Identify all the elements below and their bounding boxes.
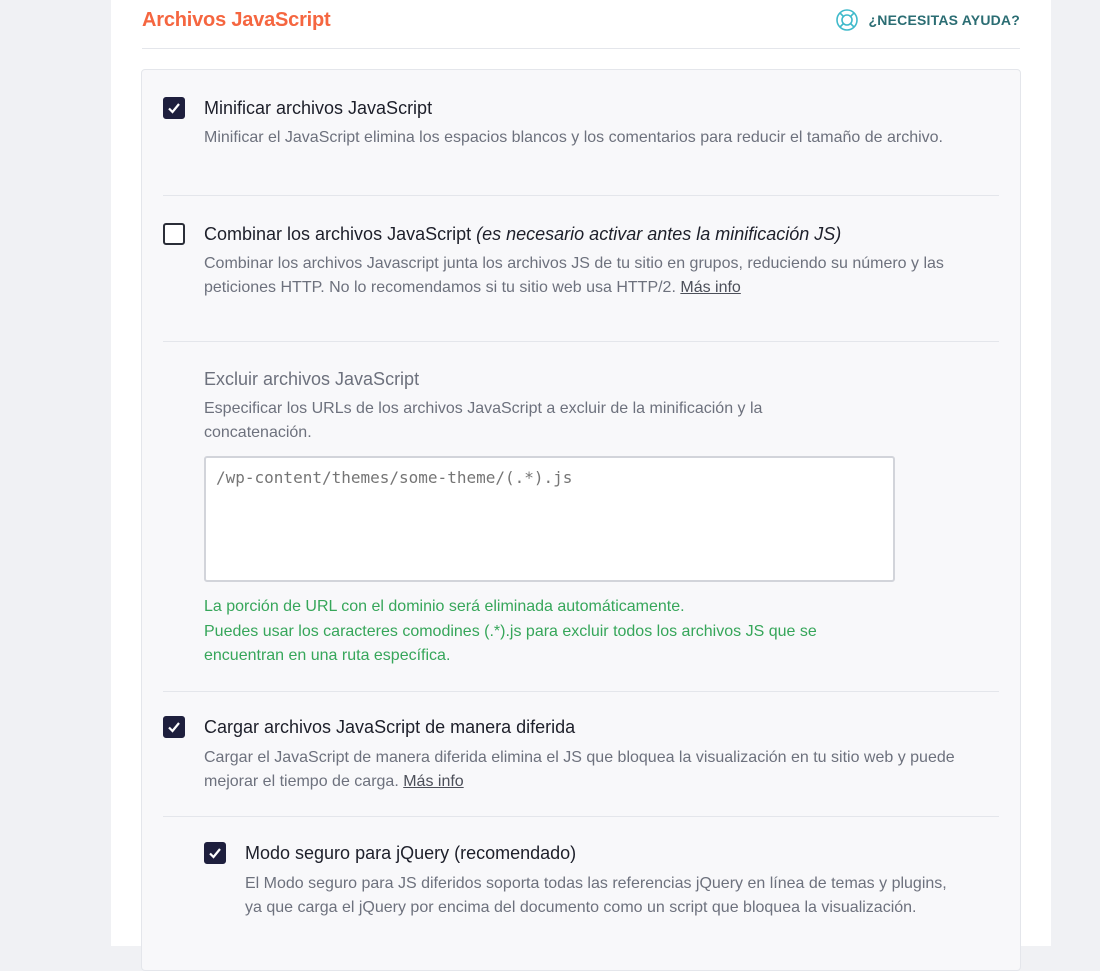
minify-js-label: Minificar archivos JavaScript xyxy=(204,98,433,118)
jquery-safe-mode-checkbox[interactable] xyxy=(204,842,226,864)
options-card xyxy=(141,69,1021,971)
exclude-js-description: Especificar los URLs de los archivos JavaScript a excluir de la minificación y la concatenación. xyxy=(204,400,763,441)
defer-js-label: Cargar archivos JavaScript de manera diferida xyxy=(204,717,576,737)
help-link[interactable] xyxy=(835,8,1020,32)
option-combine-js xyxy=(163,195,999,341)
section-header xyxy=(142,0,1020,49)
check-icon xyxy=(167,101,181,115)
option-defer-js xyxy=(163,690,999,817)
combine-js-checkbox[interactable] xyxy=(163,223,185,245)
jquery-safe-mode-label: Modo seguro para jQuery (recomendado) xyxy=(245,843,577,863)
option-jquery-safe-mode xyxy=(163,816,999,946)
minify-js-checkbox[interactable] xyxy=(163,97,185,119)
defer-js-description xyxy=(204,746,994,794)
defer-js-description-text: Cargar el JavaScript de manera diferida elimina el JS que bloquea la visualización en tu sitio web y puede mejorar el tiempo de carga. xyxy=(204,749,955,790)
combine-js-description-text: Combinar los archivos Javascript junta los archivos JS de tu sitio en grupos, reduciendo su número y las peticiones HTTP. No lo recomendamos si tu sitio web usa HTTP/2. xyxy=(204,255,944,296)
defer-js-more-info-link[interactable]: Más info xyxy=(403,773,464,790)
minify-js-description: Minificar el JavaScript elimina los espacios blancos y los comentarios para reducir el tamaño de archivo. xyxy=(204,129,943,146)
lifebuoy-icon xyxy=(835,8,859,32)
help-label: ¿NECESITAS AYUDA? xyxy=(868,12,1020,28)
exclude-js-note-domain: La porción de URL con el dominio será eliminada automáticamente. xyxy=(204,598,685,615)
combine-js-label xyxy=(204,224,841,245)
settings-page xyxy=(111,0,1051,946)
check-icon xyxy=(208,846,222,860)
option-exclude-js xyxy=(163,341,999,692)
jquery-safe-mode-description: El Modo seguro para JS diferidos soporta todas las referencias jQuery en línea de temas y plugins, ya que carga el jQuery por encima del documento como un script que bloquea la visualización. xyxy=(245,875,947,916)
combine-js-more-info-link[interactable]: Más info xyxy=(680,279,741,296)
combine-js-description xyxy=(204,252,1004,300)
exclude-js-label: Excluir archivos JavaScript xyxy=(204,369,420,389)
check-icon xyxy=(167,720,181,734)
exclude-js-note-wildcard: Puedes usar los caracteres comodines (.*).js para excluir todos los archivos JS que se encuentran en una ruta específica. xyxy=(204,623,817,664)
section-title: Archivos JavaScript xyxy=(142,9,331,31)
combine-js-label-text: Combinar los archivos JavaScript xyxy=(204,224,472,244)
defer-js-checkbox[interactable] xyxy=(163,716,185,738)
option-minify-js xyxy=(163,70,999,196)
exclude-js-textarea[interactable] xyxy=(204,456,895,582)
combine-js-label-note: (es necesario activar antes la minificación JS) xyxy=(476,224,842,244)
